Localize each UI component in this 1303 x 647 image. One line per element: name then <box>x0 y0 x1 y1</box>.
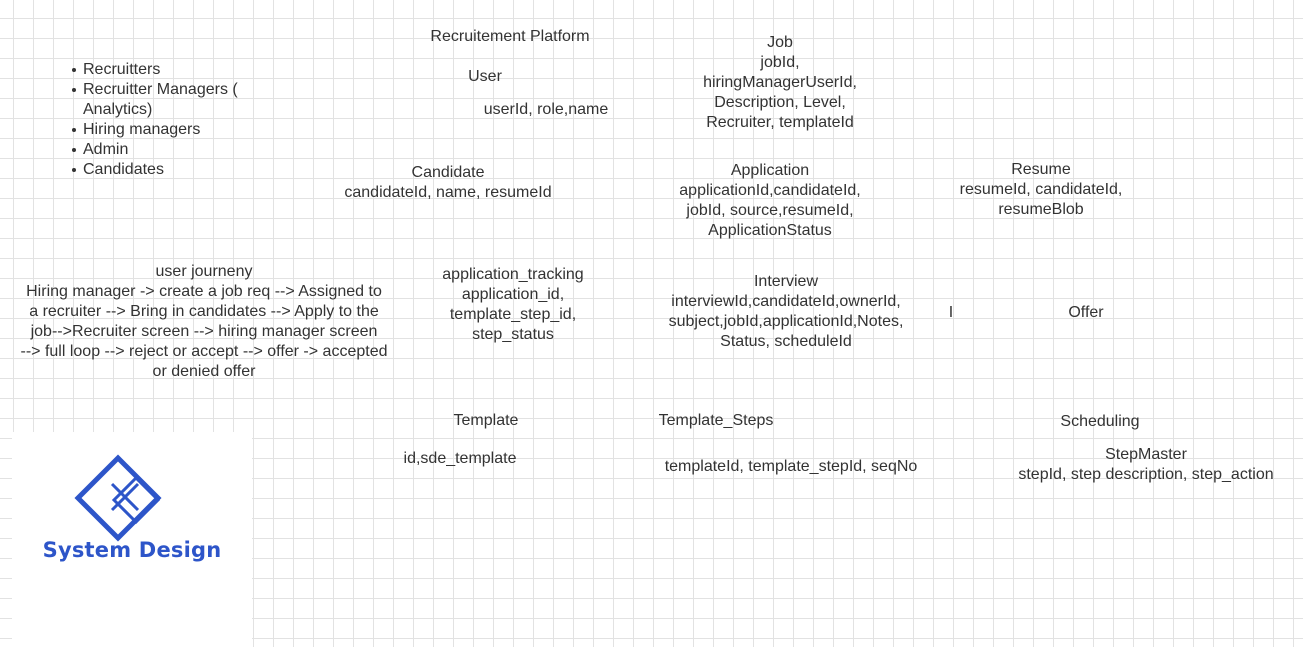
template-entity-title: Template <box>453 412 519 429</box>
logo-text: System Design <box>42 538 222 562</box>
job-entity: Job jobId, hiringManagerUserId, Description, Level, Recruiter, templateId <box>703 34 857 131</box>
user-journey: user journeny Hiring manager -> create a job req --> Assigned to a recruiter --> Bring in candidates --> Apply to the job-->Recruiter screen --> hiring manager screen --> full loop --> reject or accept --> offer -> accepted or denied offer <box>20 263 388 380</box>
list-item: Admin <box>70 140 238 160</box>
scheduling-entity-title: Scheduling <box>1060 413 1140 430</box>
user-entity-title: User <box>468 68 502 85</box>
diagram-title: Recruitement Platform <box>430 28 590 45</box>
offer-entity-title: Offer <box>1068 304 1104 321</box>
interview-entity: Interview interviewId,candidateId,ownerId, subject,jobId,applicationId,Notes, Status, scheduleId <box>668 273 904 350</box>
application-entity: Application applicationId,candidateId, jobId, source,resumeId, ApplicationStatus <box>679 162 861 239</box>
stepmaster-entity: StepMaster stepId, step description, step_action <box>1018 446 1274 483</box>
application-tracking-entity: application_tracking application_id, template_step_id, step_status <box>442 266 584 343</box>
list-item: Recruitter Managers ( Analytics) <box>70 80 238 120</box>
list-item: Recruitters <box>70 60 238 80</box>
candidate-entity: Candidate candidateId, name, resumeId <box>344 164 552 201</box>
resume-entity: Resume resumeId, candidateId, resumeBlob <box>959 161 1123 218</box>
template-steps-entity-title: Template_Steps <box>658 412 774 429</box>
text-cursor-mark: I <box>948 304 954 321</box>
list-item: Candidates <box>70 160 238 180</box>
system-design-logo <box>12 432 252 647</box>
list-item: Hiring managers <box>70 120 238 140</box>
user-entity-fields: userId, role,name <box>483 101 609 118</box>
diamond-x-logo-icon <box>72 454 192 546</box>
personas-list <box>70 60 238 180</box>
template-steps-entity-fields: templateId, template_stepId, seqNo <box>664 458 918 475</box>
template-entity-fields: id,sde_template <box>403 450 517 467</box>
